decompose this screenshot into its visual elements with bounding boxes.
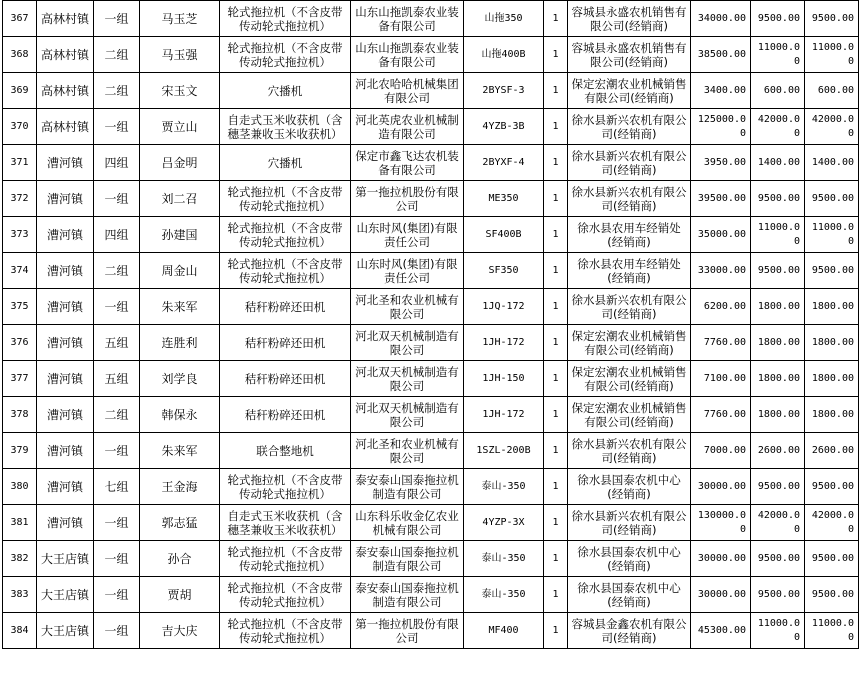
row-number: 378 [3,397,37,433]
price-cell: 6200.00 [691,289,751,325]
table-row [3,289,859,325]
product-cell: 轮式拖拉机（不含皮带传动轮式拖拉机） [220,37,351,73]
model-cell: 1JQ-172 [464,289,544,325]
quantity-cell: 1 [544,361,568,397]
dealer-cell: 容城县金鑫农机有限公司(经销商) [568,613,691,649]
price-cell: 30000.00 [691,541,751,577]
table-row [3,505,859,541]
group-cell: 二组 [94,37,140,73]
manufacturer-cell: 河北双天机械制造有限公司 [351,325,464,361]
quantity-cell: 1 [544,253,568,289]
product-cell: 轮式拖拉机（不含皮带传动轮式拖拉机） [220,577,351,613]
row-number: 375 [3,289,37,325]
table-row [3,361,859,397]
quantity-cell: 1 [544,181,568,217]
table-row [3,73,859,109]
row-number: 373 [3,217,37,253]
dealer-cell: 保定宏潮农业机械销售有限公司(经销商) [568,397,691,433]
subsidy-cell: 1800.00 [751,397,805,433]
model-cell: MF400 [464,613,544,649]
manufacturer-cell: 山东时风(集团)有限责任公司 [351,217,464,253]
group-cell: 一组 [94,577,140,613]
dealer-cell: 容城县永盛农机销售有限公司(经销商) [568,1,691,37]
town-cell: 漕河镇 [37,145,94,181]
group-cell: 七组 [94,469,140,505]
dealer-cell: 徐水县新兴农机有限公司(经销商) [568,109,691,145]
group-cell: 一组 [94,289,140,325]
model-cell: 2BYXF-4 [464,145,544,181]
row-number: 377 [3,361,37,397]
dealer-cell: 徐水县国泰农机中心(经销商) [568,469,691,505]
quantity-cell: 1 [544,325,568,361]
town-cell: 漕河镇 [37,253,94,289]
row-number: 383 [3,577,37,613]
model-cell: 1JH-172 [464,397,544,433]
table-row [3,253,859,289]
manufacturer-cell: 河北圣和农业机械有限公司 [351,433,464,469]
manufacturer-cell: 第一拖拉机股份有限公司 [351,181,464,217]
row-number: 381 [3,505,37,541]
price-cell: 35000.00 [691,217,751,253]
model-cell: 1SZL-200B [464,433,544,469]
subsidy-total-cell: 11000.00 [805,217,859,253]
model-cell: 4YZB-3B [464,109,544,145]
manufacturer-cell: 山东时风(集团)有限责任公司 [351,253,464,289]
manufacturer-cell: 河北双天机械制造有限公司 [351,397,464,433]
group-cell: 五组 [94,361,140,397]
table-body [3,1,859,649]
row-number: 374 [3,253,37,289]
product-cell: 自走式玉米收获机（含穗茎兼收玉米收获机） [220,505,351,541]
quantity-cell: 1 [544,289,568,325]
table-row [3,181,859,217]
price-cell: 125000.00 [691,109,751,145]
name-cell: 吉大庆 [140,613,220,649]
subsidy-cell: 2600.00 [751,433,805,469]
town-cell: 漕河镇 [37,397,94,433]
price-cell: 30000.00 [691,577,751,613]
town-cell: 大王店镇 [37,613,94,649]
dealer-cell: 保定宏潮农业机械销售有限公司(经销商) [568,361,691,397]
model-cell: 1JH-150 [464,361,544,397]
town-cell: 大王店镇 [37,577,94,613]
model-cell: ME350 [464,181,544,217]
row-number: 384 [3,613,37,649]
manufacturer-cell: 山东山拖凯泰农业装备有限公司 [351,1,464,37]
name-cell: 周金山 [140,253,220,289]
model-cell: 山拖400B [464,37,544,73]
subsidy-cell: 600.00 [751,73,805,109]
subsidy-total-cell: 9500.00 [805,469,859,505]
table-row [3,397,859,433]
subsidy-total-cell: 1400.00 [805,145,859,181]
dealer-cell: 保定宏潮农业机械销售有限公司(经销商) [568,325,691,361]
quantity-cell: 1 [544,397,568,433]
name-cell: 吕金明 [140,145,220,181]
name-cell: 连胜利 [140,325,220,361]
product-cell: 联合整地机 [220,433,351,469]
price-cell: 3950.00 [691,145,751,181]
subsidy-cell: 1800.00 [751,289,805,325]
product-cell: 轮式拖拉机（不含皮带传动轮式拖拉机） [220,253,351,289]
dealer-cell: 徐水县农用车经销处(经销商) [568,217,691,253]
dealer-cell: 徐水县新兴农机有限公司(经销商) [568,433,691,469]
group-cell: 二组 [94,253,140,289]
subsidy-cell: 42000.00 [751,109,805,145]
name-cell: 贾胡 [140,577,220,613]
subsidy-cell: 9500.00 [751,541,805,577]
manufacturer-cell: 泰安泰山国泰拖拉机制造有限公司 [351,469,464,505]
price-cell: 7000.00 [691,433,751,469]
name-cell: 郭志猛 [140,505,220,541]
table-row [3,37,859,73]
subsidy-cell: 11000.00 [751,217,805,253]
town-cell: 高林村镇 [37,1,94,37]
table-row [3,109,859,145]
model-cell: 泰山-350 [464,469,544,505]
dealer-cell: 容城县永盛农机销售有限公司(经销商) [568,37,691,73]
manufacturer-cell: 河北圣和农业机械有限公司 [351,289,464,325]
row-number: 369 [3,73,37,109]
subsidy-cell: 42000.00 [751,505,805,541]
price-cell: 34000.00 [691,1,751,37]
manufacturer-cell: 第一拖拉机股份有限公司 [351,613,464,649]
quantity-cell: 1 [544,469,568,505]
manufacturer-cell: 泰安泰山国泰拖拉机制造有限公司 [351,541,464,577]
subsidy-total-cell: 9500.00 [805,577,859,613]
table-row [3,577,859,613]
name-cell: 韩保永 [140,397,220,433]
product-cell: 轮式拖拉机（不含皮带传动轮式拖拉机） [220,613,351,649]
subsidy-total-cell: 600.00 [805,73,859,109]
group-cell: 一组 [94,541,140,577]
subsidy-cell: 9500.00 [751,577,805,613]
product-cell: 自走式玉米收获机（含穗茎兼收玉米收获机） [220,109,351,145]
row-number: 371 [3,145,37,181]
subsidy-cell: 1800.00 [751,361,805,397]
town-cell: 漕河镇 [37,289,94,325]
product-cell: 穴播机 [220,73,351,109]
price-cell: 30000.00 [691,469,751,505]
name-cell: 刘二召 [140,181,220,217]
town-cell: 漕河镇 [37,217,94,253]
subsidy-cell: 9500.00 [751,253,805,289]
quantity-cell: 1 [544,577,568,613]
town-cell: 漕河镇 [37,325,94,361]
quantity-cell: 1 [544,613,568,649]
subsidy-cell: 1800.00 [751,325,805,361]
dealer-cell: 徐水县新兴农机有限公司(经销商) [568,289,691,325]
row-number: 367 [3,1,37,37]
table-row [3,217,859,253]
subsidy-cell: 9500.00 [751,181,805,217]
dealer-cell: 徐水县新兴农机有限公司(经销商) [568,181,691,217]
price-cell: 7760.00 [691,325,751,361]
price-cell: 45300.00 [691,613,751,649]
product-cell: 轮式拖拉机（不含皮带传动轮式拖拉机） [220,181,351,217]
product-cell: 秸秆粉碎还田机 [220,289,351,325]
table-row [3,469,859,505]
manufacturer-cell: 河北农哈哈机械集团有限公司 [351,73,464,109]
town-cell: 高林村镇 [37,37,94,73]
group-cell: 四组 [94,145,140,181]
name-cell: 孙合 [140,541,220,577]
group-cell: 五组 [94,325,140,361]
product-cell: 秸秆粉碎还田机 [220,361,351,397]
table-row [3,145,859,181]
price-cell: 3400.00 [691,73,751,109]
product-cell: 轮式拖拉机（不含皮带传动轮式拖拉机） [220,217,351,253]
table-row [3,1,859,37]
model-cell: 泰山-350 [464,541,544,577]
product-cell: 轮式拖拉机（不含皮带传动轮式拖拉机） [220,541,351,577]
town-cell: 漕河镇 [37,433,94,469]
row-number: 370 [3,109,37,145]
name-cell: 朱来军 [140,433,220,469]
model-cell: 2BYSF-3 [464,73,544,109]
town-cell: 高林村镇 [37,73,94,109]
quantity-cell: 1 [544,1,568,37]
row-number: 379 [3,433,37,469]
town-cell: 漕河镇 [37,181,94,217]
row-number: 376 [3,325,37,361]
town-cell: 漕河镇 [37,361,94,397]
group-cell: 二组 [94,397,140,433]
model-cell: 山拖350 [464,1,544,37]
quantity-cell: 1 [544,73,568,109]
subsidy-total-cell: 42000.00 [805,505,859,541]
subsidy-cell: 1400.00 [751,145,805,181]
row-number: 382 [3,541,37,577]
dealer-cell: 徐水县新兴农机有限公司(经销商) [568,145,691,181]
subsidy-table [2,0,859,649]
subsidy-total-cell: 9500.00 [805,253,859,289]
name-cell: 贾立山 [140,109,220,145]
quantity-cell: 1 [544,217,568,253]
model-cell: SF350 [464,253,544,289]
quantity-cell: 1 [544,433,568,469]
subsidy-total-cell: 2600.00 [805,433,859,469]
town-cell: 高林村镇 [37,109,94,145]
manufacturer-cell: 泰安泰山国泰拖拉机制造有限公司 [351,577,464,613]
group-cell: 一组 [94,109,140,145]
quantity-cell: 1 [544,505,568,541]
model-cell: 泰山-350 [464,577,544,613]
subsidy-total-cell: 42000.00 [805,109,859,145]
product-cell: 轮式拖拉机（不含皮带传动轮式拖拉机） [220,469,351,505]
group-cell: 一组 [94,1,140,37]
price-cell: 7100.00 [691,361,751,397]
subsidy-total-cell: 1800.00 [805,397,859,433]
name-cell: 马玉强 [140,37,220,73]
subsidy-total-cell: 1800.00 [805,289,859,325]
manufacturer-cell: 河北双天机械制造有限公司 [351,361,464,397]
subsidy-cell: 11000.00 [751,37,805,73]
manufacturer-cell: 保定市鑫飞达农机装备有限公司 [351,145,464,181]
town-cell: 漕河镇 [37,469,94,505]
model-cell: 1JH-172 [464,325,544,361]
table-row [3,541,859,577]
group-cell: 一组 [94,181,140,217]
subsidy-cell: 11000.00 [751,613,805,649]
quantity-cell: 1 [544,541,568,577]
dealer-cell: 徐水县新兴农机有限公司(经销商) [568,505,691,541]
subsidy-total-cell: 1800.00 [805,361,859,397]
name-cell: 王金海 [140,469,220,505]
product-cell: 穴播机 [220,145,351,181]
name-cell: 孙建国 [140,217,220,253]
product-cell: 秸秆粉碎还田机 [220,397,351,433]
subsidy-cell: 9500.00 [751,1,805,37]
group-cell: 一组 [94,433,140,469]
manufacturer-cell: 河北英虎农业机械制造有限公司 [351,109,464,145]
price-cell: 39500.00 [691,181,751,217]
price-cell: 130000.00 [691,505,751,541]
name-cell: 宋玉文 [140,73,220,109]
name-cell: 刘学良 [140,361,220,397]
subsidy-cell: 9500.00 [751,469,805,505]
subsidy-total-cell: 11000.00 [805,37,859,73]
town-cell: 漕河镇 [37,505,94,541]
manufacturer-cell: 山东科乐收金亿农业机械有限公司 [351,505,464,541]
manufacturer-cell: 山东山拖凯泰农业装备有限公司 [351,37,464,73]
dealer-cell: 徐水县农用车经销处(经销商) [568,253,691,289]
group-cell: 四组 [94,217,140,253]
subsidy-total-cell: 9500.00 [805,1,859,37]
subsidy-total-cell: 9500.00 [805,541,859,577]
dealer-cell: 保定宏潮农业机械销售有限公司(经销商) [568,73,691,109]
row-number: 368 [3,37,37,73]
town-cell: 大王店镇 [37,541,94,577]
group-cell: 二组 [94,73,140,109]
table-row [3,433,859,469]
price-cell: 7760.00 [691,397,751,433]
price-cell: 38500.00 [691,37,751,73]
model-cell: SF400B [464,217,544,253]
name-cell: 马玉芝 [140,1,220,37]
subsidy-total-cell: 11000.00 [805,613,859,649]
dealer-cell: 徐水县国泰农机中心(经销商) [568,541,691,577]
subsidy-total-cell: 9500.00 [805,181,859,217]
product-cell: 秸秆粉碎还田机 [220,325,351,361]
quantity-cell: 1 [544,145,568,181]
row-number: 380 [3,469,37,505]
group-cell: 一组 [94,505,140,541]
dealer-cell: 徐水县国泰农机中心(经销商) [568,577,691,613]
quantity-cell: 1 [544,109,568,145]
product-cell: 轮式拖拉机（不含皮带传动轮式拖拉机） [220,1,351,37]
table-row [3,613,859,649]
name-cell: 朱来军 [140,289,220,325]
quantity-cell: 1 [544,37,568,73]
subsidy-total-cell: 1800.00 [805,325,859,361]
model-cell: 4YZP-3X [464,505,544,541]
group-cell: 一组 [94,613,140,649]
row-number: 372 [3,181,37,217]
price-cell: 33000.00 [691,253,751,289]
table-row [3,325,859,361]
